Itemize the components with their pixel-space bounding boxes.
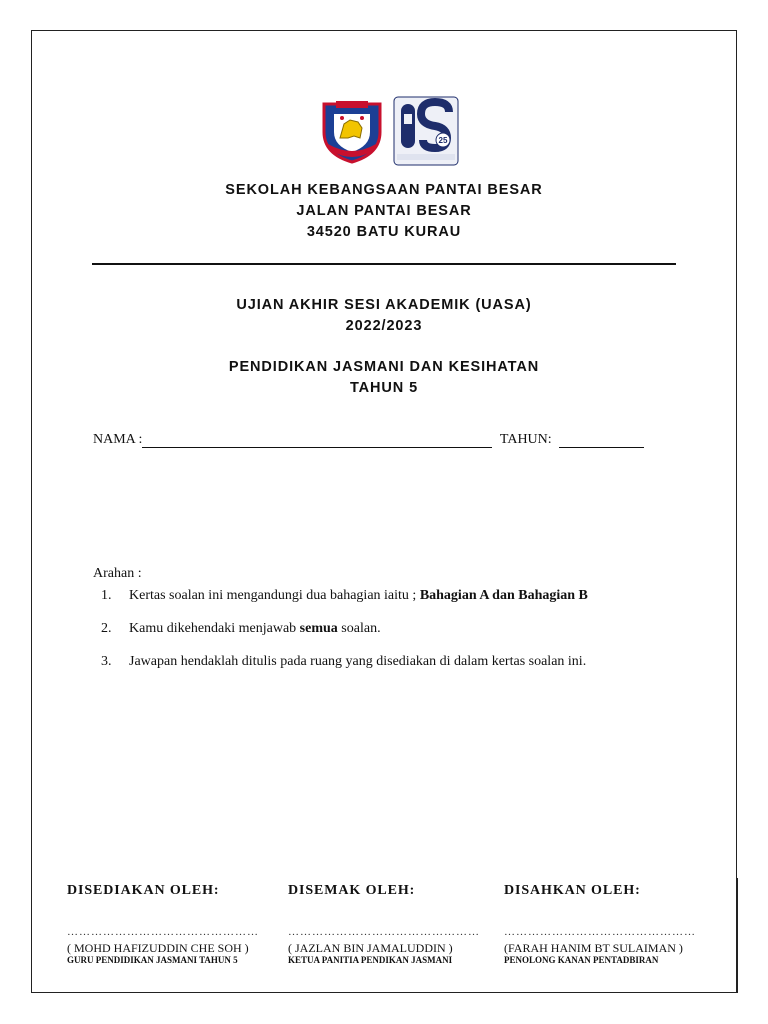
approved-by-signature-line: ………………………………………… bbox=[504, 926, 696, 938]
approved-by-name: (FARAH HANIM BT SULAIMAN ) bbox=[504, 941, 683, 955]
nama-label: NAMA : bbox=[93, 432, 143, 447]
header-divider bbox=[92, 263, 676, 265]
page-border bbox=[31, 30, 737, 993]
year-title: TAHUN 5 bbox=[349, 380, 419, 396]
instruction-item bbox=[101, 588, 588, 604]
prepared-by-name: ( MOHD HAFIZUDDIN CHE SOH ) bbox=[67, 941, 249, 955]
instructions-heading: Arahan : bbox=[93, 566, 142, 581]
checked-by-name: ( JAZLAN BIN JAMALUDDIN ) bbox=[288, 941, 453, 955]
tahun-input-line[interactable] bbox=[559, 435, 644, 448]
instruction-text: Kertas soalan ini mengandungi dua bahagian iaitu ; bbox=[129, 588, 420, 603]
instruction-bold: Bahagian A dan Bahagian B bbox=[419, 588, 588, 603]
tahun-label: TAHUN: bbox=[499, 432, 552, 447]
approved-by-heading: DISAHKAN OLEH: bbox=[504, 883, 641, 898]
nama-input-line[interactable] bbox=[142, 435, 492, 448]
exam-session: 2022/2023 bbox=[345, 318, 423, 334]
instruction-bold: semua bbox=[299, 621, 338, 636]
instruction-text: Jawapan hendaklah ditulis pada ruang yang disediakan di dalam kertas soalan ini. bbox=[129, 654, 587, 669]
checked-by-role: KETUA PANITIA PENDIKAN JASMANI bbox=[288, 955, 453, 965]
prepared-by-heading: DISEDIAKAN OLEH: bbox=[67, 883, 220, 898]
exam-title: UJIAN AKHIR SESI AKADEMIK (UASA) bbox=[236, 297, 532, 313]
checked-by-heading: DISEMAK OLEH: bbox=[288, 883, 416, 898]
school-crest-logo bbox=[318, 98, 386, 166]
instruction-number: 1. bbox=[101, 588, 112, 603]
student-info-row bbox=[93, 432, 644, 448]
instruction-text: Kamu dikehendaki menjawab bbox=[129, 621, 300, 636]
page-edge-line bbox=[736, 878, 738, 993]
subject-title: PENDIDIKAN JASMANI DAN KESIHATAN bbox=[228, 359, 540, 375]
instruction-number: 3. bbox=[101, 654, 112, 669]
badge-number: 25 bbox=[438, 136, 448, 145]
instruction-text-after: soalan. bbox=[337, 621, 381, 636]
prepared-by-signature-line: ………………………………………… bbox=[67, 926, 259, 938]
approved-by-role: PENOLONG KANAN PENTADBIRAN bbox=[504, 955, 659, 965]
checked-by-signature-line: ………………………………………… bbox=[288, 926, 480, 938]
school-name: SEKOLAH KEBANGSAAN PANTAI BESAR bbox=[225, 182, 543, 198]
instruction-item bbox=[101, 654, 586, 670]
school-street: JALAN PANTAI BESAR bbox=[296, 203, 472, 219]
instruction-number: 2. bbox=[101, 621, 112, 636]
instruction-item bbox=[101, 621, 381, 637]
school-postcode-city: 34520 BATU KURAU bbox=[306, 224, 462, 240]
prepared-by-role: GURU PENDIDIKAN JASMANI TAHUN 5 bbox=[67, 955, 238, 965]
ministry-badge-logo bbox=[393, 96, 459, 166]
